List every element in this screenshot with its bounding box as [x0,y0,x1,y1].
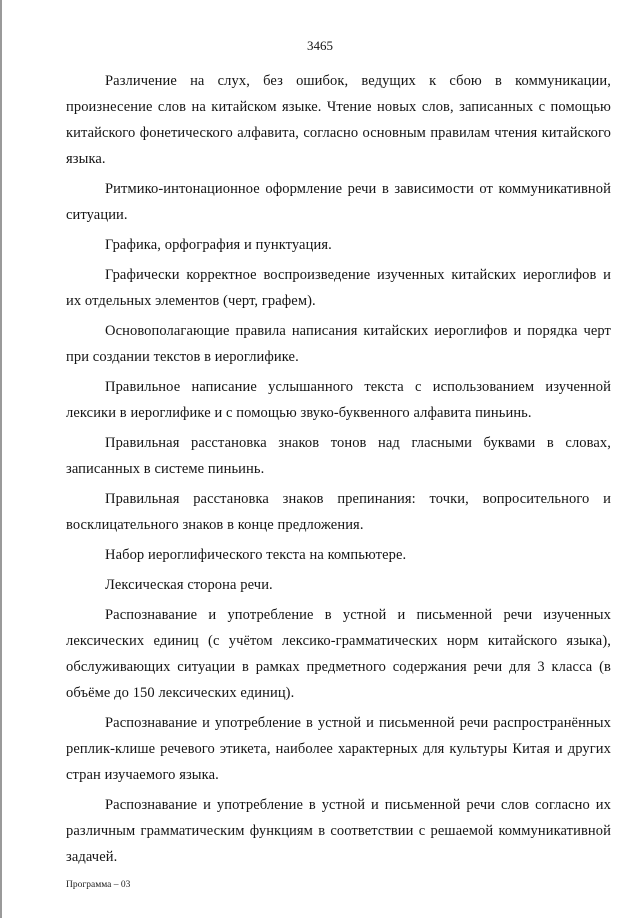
paragraph: Распознавание и употребление в устной и письменной речи изученных лексических единиц (с учётом лексико-грамматических норм китайского языка), обслуживающих ситуации в рамках предметного содержания речи для 3 класса (в объёме до 150 лексических единиц). [66,607,611,701]
page-footer: Программа – 03 [66,880,131,890]
body-text [66,68,611,874]
paragraph: Основополагающие правила написания китайских иероглифов и порядка черт при создании текстов в иероглифике. [66,323,611,365]
paragraph: Графически корректное воспроизведение изученных китайских иероглифов и их отдельных элементов (черт, графем). [66,267,611,309]
paragraph: Распознавание и употребление в устной и письменной речи слов согласно их различным грамматическим функциям в соответствии с решаемой коммуникативной задачей. [66,797,611,865]
paragraph: Распознавание и употребление в устной и письменной речи распространённых реплик-клише речевого этикета, наиболее характерных для культуры Китая и других стран изучаемого языка. [66,715,611,783]
paragraph: Ритмико-интонационное оформление речи в зависимости от коммуникативной ситуации. [66,181,611,223]
page-number: 3465 [307,38,333,53]
scan-edge [0,0,2,918]
paragraph: Различение на слух, без ошибок, ведущих к сбою в коммуникации, произнесение слов на китайском языке. Чтение новых слов, записанных с помощью китайского фонетического алфавита, согласно основным правилам чтения китайского языка. [66,73,611,167]
paragraph: Набор иероглифического текста на компьютере. [105,547,407,563]
paragraph: Правильная расстановка знаков препинания: точки, вопросительного и восклицательного знаков в конце предложения. [66,491,611,533]
paragraph: Правильное написание услышанного текста с использованием изученной лексики в иероглифике и с помощью звуко-буквенного алфавита пиньинь. [66,379,611,421]
paragraph: Правильная расстановка знаков тонов над гласными буквами в словах, записанных в системе пиньинь. [66,435,611,477]
paragraph: Графика, орфография и пунктуация. [105,237,332,253]
paragraph: Лексическая сторона речи. [105,577,273,593]
